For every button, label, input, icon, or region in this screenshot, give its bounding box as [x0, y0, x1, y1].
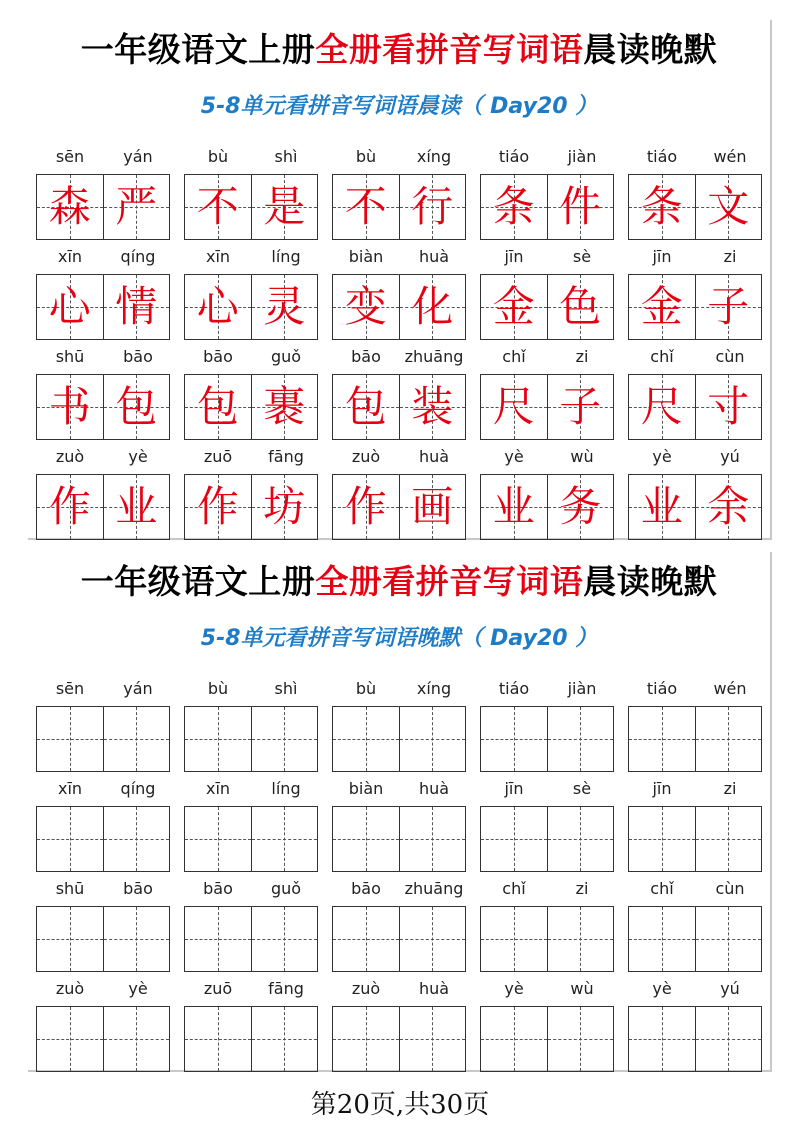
pinyin-label: fāng [268, 447, 304, 466]
word-block [628, 878, 766, 978]
word-block [480, 446, 618, 546]
word-block [184, 446, 322, 546]
word-block [36, 146, 174, 246]
word-block [628, 978, 766, 1078]
pinyin-label: yè [504, 447, 524, 466]
writing-cell [547, 475, 614, 539]
word-block [480, 678, 618, 778]
hanzi-answer: 业 [492, 482, 535, 531]
word-block [480, 778, 618, 878]
pinyin-label: xíng [416, 679, 452, 698]
hanzi-answer: 森 [48, 182, 91, 231]
tianzige-boxes [480, 706, 614, 772]
word-block [628, 678, 766, 778]
writing-cell [399, 275, 466, 339]
word-block [184, 246, 322, 346]
title-part-1: 一年级语文上册 [80, 562, 316, 601]
writing-cell[interactable] [103, 807, 170, 871]
tianzige-boxes [36, 374, 170, 440]
writing-cell[interactable] [333, 907, 399, 971]
writing-cell[interactable] [481, 807, 547, 871]
pinyin-label: shì [274, 679, 298, 698]
title-part-2: 晨读晚默 [583, 562, 718, 601]
tianzige-boxes [628, 706, 762, 772]
writing-cell [251, 475, 318, 539]
pinyin-label: jīn [652, 247, 672, 266]
tianzige-boxes [184, 174, 318, 240]
tianzige-boxes [184, 906, 318, 972]
tianzige-boxes [36, 474, 170, 540]
hanzi-answer: 金 [492, 282, 535, 331]
pinyin-label: chǐ [650, 347, 674, 366]
pinyin-label: zuò [55, 447, 85, 466]
pinyin-label: yè [652, 447, 672, 466]
hanzi-answer: 业 [115, 482, 158, 531]
pinyin-label: bù [207, 679, 229, 698]
writing-cell [481, 175, 547, 239]
pinyin-label: huà [418, 247, 450, 266]
writing-cell [185, 175, 251, 239]
hanzi-answer: 余 [707, 482, 750, 531]
pinyin-label: bāo [351, 879, 381, 898]
hanzi-answer: 是 [263, 182, 306, 231]
tianzige-boxes [628, 1006, 762, 1072]
writing-cell[interactable] [481, 907, 547, 971]
pinyin-label: biàn [348, 779, 384, 798]
tianzige-boxes [36, 274, 170, 340]
writing-cell [481, 375, 547, 439]
hanzi-answer: 灵 [263, 282, 306, 331]
writing-cell[interactable] [185, 707, 251, 771]
pinyin-label: guǒ [270, 879, 302, 898]
pinyin-label: chǐ [502, 347, 526, 366]
word-block [332, 878, 470, 978]
pinyin-label: zhuāng [404, 879, 464, 898]
writing-cell[interactable] [547, 707, 614, 771]
writing-cell[interactable] [103, 1007, 170, 1071]
pinyin-label: yú [720, 447, 740, 466]
pinyin-label: qíng [120, 247, 156, 266]
pinyin-label: bāo [203, 347, 233, 366]
hanzi-answer: 寸 [707, 382, 750, 431]
writing-cell[interactable] [37, 807, 103, 871]
writing-cell [629, 175, 695, 239]
title-part-highlight: 全册看拼音写词语 [315, 30, 584, 69]
pinyin-label: zuò [351, 979, 381, 998]
word-block [628, 778, 766, 878]
writing-cell[interactable] [399, 807, 466, 871]
tianzige-boxes [332, 374, 466, 440]
word-block [184, 778, 322, 878]
word-block [332, 346, 470, 446]
writing-cell [333, 275, 399, 339]
hanzi-answer: 包 [344, 382, 387, 431]
hanzi-answer: 作 [344, 482, 387, 531]
word-block [184, 346, 322, 446]
hanzi-answer: 子 [707, 282, 750, 331]
writing-cell[interactable] [333, 1007, 399, 1071]
evening-dictation-sheet [28, 552, 772, 1072]
writing-cell[interactable] [333, 807, 399, 871]
writing-cell [251, 275, 318, 339]
pinyin-label: bù [207, 147, 229, 166]
word-block [480, 346, 618, 446]
pinyin-label: bù [355, 147, 377, 166]
writing-cell [695, 275, 762, 339]
tianzige-boxes [184, 474, 318, 540]
tianzige-boxes [184, 706, 318, 772]
word-block [332, 978, 470, 1078]
hanzi-answer: 严 [115, 182, 158, 231]
hanzi-answer: 变 [344, 282, 387, 331]
pinyin-label: chǐ [502, 879, 526, 898]
tianzige-boxes [36, 706, 170, 772]
hanzi-answer: 文 [707, 182, 750, 231]
writing-cell[interactable] [399, 707, 466, 771]
writing-cell [185, 275, 251, 339]
tianzige-boxes [628, 906, 762, 972]
word-block [628, 246, 766, 346]
hanzi-answer: 心 [196, 282, 239, 331]
word-block [480, 978, 618, 1078]
hanzi-answer: 情 [115, 282, 158, 331]
writing-cell[interactable] [629, 807, 695, 871]
hanzi-answer: 装 [411, 382, 454, 431]
tianzige-boxes [332, 1006, 466, 1072]
writing-cell[interactable] [695, 907, 762, 971]
hanzi-answer: 色 [559, 282, 602, 331]
word-block [332, 446, 470, 546]
pinyin-label: xīn [205, 247, 231, 266]
pinyin-label: shū [55, 879, 85, 898]
writing-cell [629, 475, 695, 539]
hanzi-answer: 不 [196, 182, 239, 231]
hanzi-answer: 金 [640, 282, 683, 331]
hanzi-answer: 书 [48, 382, 91, 431]
pinyin-label: zi [575, 347, 589, 366]
writing-cell [37, 175, 103, 239]
writing-cell [37, 375, 103, 439]
word-block [480, 878, 618, 978]
word-block [332, 146, 470, 246]
writing-cell[interactable] [251, 807, 318, 871]
writing-cell[interactable] [103, 907, 170, 971]
writing-cell [251, 175, 318, 239]
hanzi-answer: 画 [411, 482, 454, 531]
writing-cell[interactable] [185, 807, 251, 871]
pinyin-label: jīn [652, 779, 672, 798]
writing-cell[interactable] [481, 707, 547, 771]
pinyin-label: zuō [203, 979, 233, 998]
sheet-title [28, 562, 770, 602]
pinyin-label: huà [418, 979, 450, 998]
writing-cell [185, 475, 251, 539]
tianzige-boxes [628, 174, 762, 240]
pinyin-label: sè [572, 779, 592, 798]
pinyin-label: yè [128, 979, 148, 998]
writing-cell [185, 375, 251, 439]
writing-cell [333, 475, 399, 539]
pinyin-label: zi [723, 779, 737, 798]
writing-cell [37, 275, 103, 339]
pinyin-label: chǐ [650, 879, 674, 898]
word-grid [36, 678, 764, 1068]
pinyin-label: sēn [55, 147, 85, 166]
pinyin-label: bāo [123, 347, 153, 366]
writing-cell [695, 175, 762, 239]
title-part-2: 晨读晚默 [583, 30, 718, 69]
pinyin-label: bāo [123, 879, 153, 898]
tianzige-boxes [480, 1006, 614, 1072]
page-footer: 第20页,共30页 [310, 1090, 490, 1120]
word-block [184, 678, 322, 778]
writing-cell[interactable] [251, 707, 318, 771]
word-block [36, 678, 174, 778]
writing-cell [103, 375, 170, 439]
pinyin-label: yán [123, 147, 153, 166]
tianzige-boxes [332, 806, 466, 872]
word-block [36, 878, 174, 978]
pinyin-label: tiáo [498, 147, 530, 166]
writing-cell [103, 275, 170, 339]
pinyin-label: líng [271, 779, 301, 798]
hanzi-answer: 化 [411, 282, 454, 331]
tianzige-boxes [36, 806, 170, 872]
writing-cell [37, 475, 103, 539]
pinyin-label: huà [418, 779, 450, 798]
tianzige-boxes [480, 474, 614, 540]
writing-cell[interactable] [547, 907, 614, 971]
pinyin-label: jiàn [567, 679, 597, 698]
writing-cell[interactable] [695, 707, 762, 771]
tianzige-boxes [332, 274, 466, 340]
tianzige-boxes [184, 274, 318, 340]
title-part-highlight: 全册看拼音写词语 [315, 562, 584, 601]
word-block [480, 246, 618, 346]
pinyin-label: shì [274, 147, 298, 166]
pinyin-label: yán [123, 679, 153, 698]
morning-reading-sheet [28, 20, 772, 540]
pinyin-label: jīn [504, 779, 524, 798]
pinyin-label: wén [713, 147, 747, 166]
writing-cell [251, 375, 318, 439]
pinyin-label: cùn [715, 347, 745, 366]
pinyin-label: fāng [268, 979, 304, 998]
word-block [36, 346, 174, 446]
writing-cell[interactable] [629, 707, 695, 771]
tianzige-boxes [332, 474, 466, 540]
word-block [332, 246, 470, 346]
hanzi-answer: 尺 [492, 382, 535, 431]
word-block [628, 146, 766, 246]
pinyin-label: jiàn [567, 147, 597, 166]
tianzige-boxes [36, 174, 170, 240]
tianzige-boxes [332, 174, 466, 240]
hanzi-answer: 坊 [263, 482, 306, 531]
writing-cell[interactable] [629, 907, 695, 971]
hanzi-answer: 行 [411, 182, 454, 231]
tianzige-boxes [36, 1006, 170, 1072]
writing-cell[interactable] [547, 1007, 614, 1071]
writing-cell [103, 175, 170, 239]
writing-cell [333, 375, 399, 439]
pinyin-label: líng [271, 247, 301, 266]
pinyin-label: sè [572, 247, 592, 266]
tianzige-boxes [628, 474, 762, 540]
pinyin-label: wù [570, 447, 594, 466]
hanzi-answer: 子 [559, 382, 602, 431]
writing-cell[interactable] [695, 1007, 762, 1071]
tianzige-boxes [184, 1006, 318, 1072]
writing-cell [481, 275, 547, 339]
writing-cell[interactable] [37, 1007, 103, 1071]
pinyin-label: yú [720, 979, 740, 998]
word-block [480, 146, 618, 246]
pinyin-label: sēn [55, 679, 85, 698]
pinyin-label: bù [355, 679, 377, 698]
sheet-subtitle: 5-8单元看拼音写词语晨读（ Day20 ） [200, 94, 598, 119]
word-block [36, 978, 174, 1078]
writing-cell [547, 275, 614, 339]
hanzi-answer: 包 [115, 382, 158, 431]
hanzi-answer: 务 [559, 482, 602, 531]
pinyin-label: tiáo [646, 147, 678, 166]
tianzige-boxes [480, 174, 614, 240]
word-block [332, 678, 470, 778]
writing-cell[interactable] [481, 1007, 547, 1071]
word-block [36, 246, 174, 346]
writing-cell [399, 375, 466, 439]
word-block [36, 778, 174, 878]
hanzi-answer: 业 [640, 482, 683, 531]
pinyin-label: tiáo [498, 679, 530, 698]
pinyin-label: xíng [416, 147, 452, 166]
writing-cell[interactable] [251, 907, 318, 971]
writing-cell [547, 175, 614, 239]
writing-cell [481, 475, 547, 539]
pinyin-label: jīn [504, 247, 524, 266]
hanzi-answer: 尺 [640, 382, 683, 431]
pinyin-label: xīn [57, 247, 83, 266]
tianzige-boxes [184, 806, 318, 872]
pinyin-label: zi [723, 247, 737, 266]
writing-cell[interactable] [37, 907, 103, 971]
hanzi-answer: 作 [196, 482, 239, 531]
writing-cell[interactable] [37, 707, 103, 771]
hanzi-answer: 裹 [263, 382, 306, 431]
tianzige-boxes [480, 274, 614, 340]
hanzi-answer: 作 [48, 482, 91, 531]
writing-cell [399, 475, 466, 539]
pinyin-label: guǒ [270, 347, 302, 366]
pinyin-label: yè [128, 447, 148, 466]
hanzi-answer: 条 [640, 182, 683, 231]
writing-cell [629, 375, 695, 439]
writing-cell[interactable] [185, 907, 251, 971]
writing-cell [547, 375, 614, 439]
hanzi-answer: 不 [344, 182, 387, 231]
pinyin-label: zuò [351, 447, 381, 466]
pinyin-label: wén [713, 679, 747, 698]
tianzige-boxes [480, 906, 614, 972]
writing-cell[interactable] [103, 707, 170, 771]
pinyin-label: cùn [715, 879, 745, 898]
word-block [628, 446, 766, 546]
word-block [36, 446, 174, 546]
hanzi-answer: 件 [559, 182, 602, 231]
pinyin-label: shū [55, 347, 85, 366]
pinyin-label: yè [652, 979, 672, 998]
pinyin-label: xīn [205, 779, 231, 798]
writing-cell[interactable] [185, 1007, 251, 1071]
pinyin-label: zuō [203, 447, 233, 466]
writing-cell [629, 275, 695, 339]
word-block [184, 878, 322, 978]
writing-cell [695, 375, 762, 439]
hanzi-answer: 包 [196, 382, 239, 431]
sheet-subtitle: 5-8单元看拼音写词语晚默（ Day20 ） [200, 626, 598, 651]
word-block [628, 346, 766, 446]
writing-cell[interactable] [333, 707, 399, 771]
pinyin-label: zi [575, 879, 589, 898]
pinyin-label: wù [570, 979, 594, 998]
writing-cell[interactable] [251, 1007, 318, 1071]
tianzige-boxes [36, 906, 170, 972]
writing-cell [399, 175, 466, 239]
word-block [184, 978, 322, 1078]
writing-cell[interactable] [629, 1007, 695, 1071]
tianzige-boxes [480, 806, 614, 872]
pinyin-label: bāo [203, 879, 233, 898]
pinyin-label: huà [418, 447, 450, 466]
tianzige-boxes [332, 906, 466, 972]
tianzige-boxes [332, 706, 466, 772]
hanzi-answer: 心 [48, 282, 91, 331]
pinyin-label: biàn [348, 247, 384, 266]
pinyin-label: zhuāng [404, 347, 464, 366]
title-part-1: 一年级语文上册 [80, 30, 316, 69]
pinyin-label: zuò [55, 979, 85, 998]
tianzige-boxes [628, 374, 762, 440]
word-block [184, 146, 322, 246]
writing-cell [103, 475, 170, 539]
tianzige-boxes [480, 374, 614, 440]
pinyin-label: yè [504, 979, 524, 998]
tianzige-boxes [184, 374, 318, 440]
pinyin-label: xīn [57, 779, 83, 798]
pinyin-label: qíng [120, 779, 156, 798]
hanzi-answer: 条 [492, 182, 535, 231]
pinyin-label: tiáo [646, 679, 678, 698]
writing-cell[interactable] [399, 1007, 466, 1071]
word-block [332, 778, 470, 878]
tianzige-boxes [628, 806, 762, 872]
writing-cell[interactable] [695, 807, 762, 871]
writing-cell[interactable] [547, 807, 614, 871]
tianzige-boxes [628, 274, 762, 340]
writing-cell [333, 175, 399, 239]
writing-cell[interactable] [399, 907, 466, 971]
word-grid [36, 146, 764, 536]
pinyin-label: bāo [351, 347, 381, 366]
writing-cell [695, 475, 762, 539]
sheet-title [28, 30, 770, 70]
